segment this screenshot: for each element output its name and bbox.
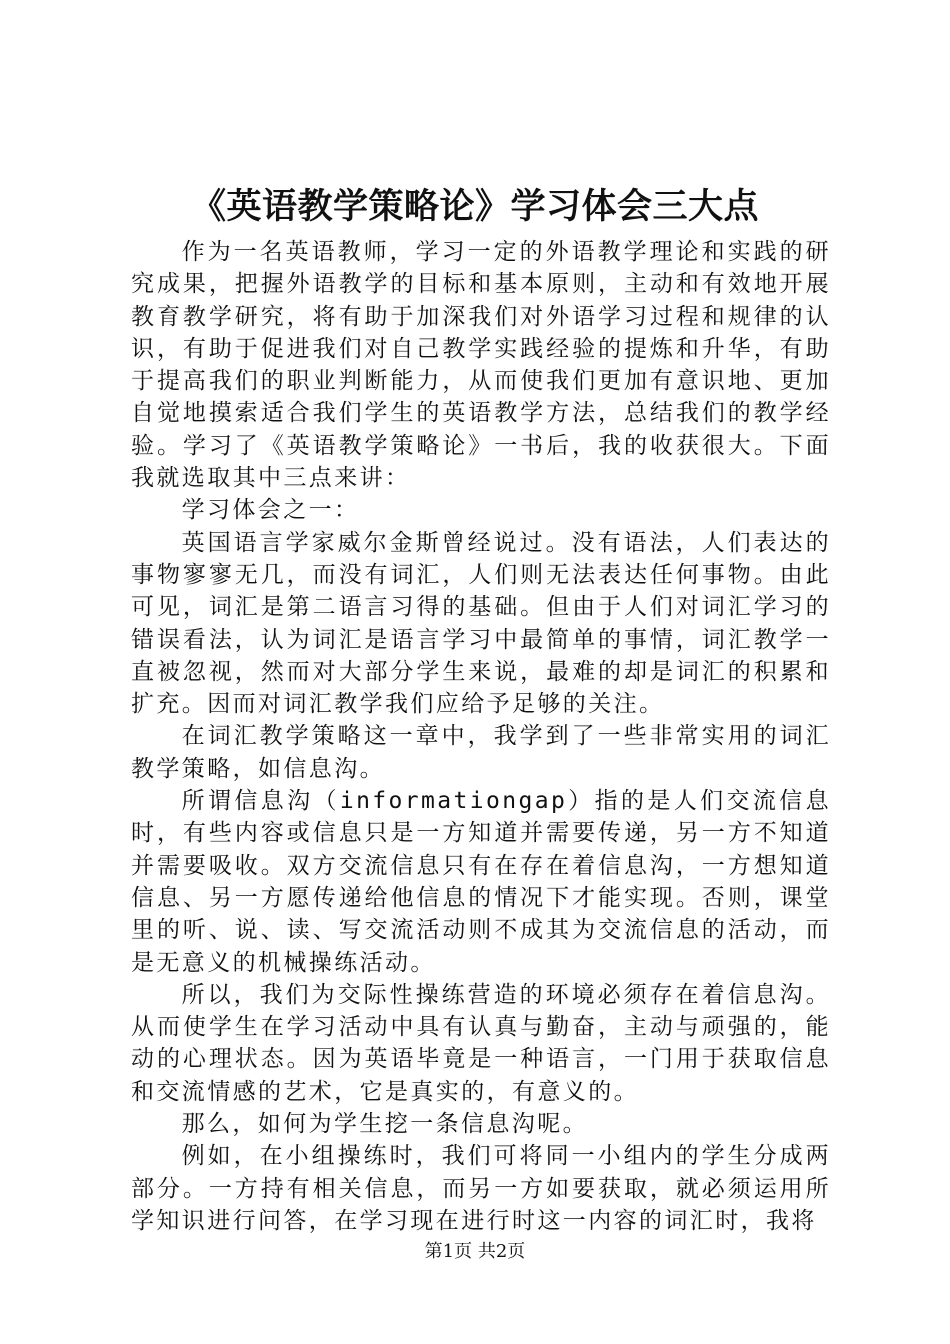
paragraph-example: 例如，在小组操练时，我们可将同一小组内的学生分成两部分。一方持有相关信息，而另一方如要获取，就必须运用所学知识进行问答，在学习现在进行时这一内容的词汇时，我将 [131, 1143, 831, 1234]
paragraph-wilkins: 英国语言学家威尔金斯曾经说过。没有语法，人们表达的事物寥寥无几，而没有词汇，人们则无法表达任何事物。由此可见，词汇是第二语言习得的基础。但由于人们对词汇学习的错误看法，认为词汇是语言学习中最简单的事情，词汇教学一直被忽视，然而对大部分学生来说，最难的却是词汇的积累和扩充。因而对词汇教学我们应给予足够的关注。 [131, 529, 831, 718]
paragraph-heading-1: 学习体会之一： [181, 497, 360, 524]
document-body [131, 236, 831, 1237]
paragraph-information-gap: 所谓信息沟（informationgap）指的是人们交流信息时，有些内容或信息只是一方知道并需要传递，另一方不知道并需要吸收。双方交流信息只有在存在着信息沟，一方想知道信息、另一方愿传递给他信息的情况下才能实现。否则，课堂里的听、说、读、写交流活动则不成其为交流信息的活动，而是无意义的机械操练活动。 [131, 788, 831, 976]
document-title: 《英语教学策略论》学习体会三大点 [190, 186, 759, 227]
paragraph-strategy: 在词汇教学策略这一章中，我学到了一些非常实用的词汇教学策略，如信息沟。 [131, 723, 831, 782]
page-footer: 第1页 共2页 [424, 1241, 526, 1262]
paragraph-environment: 所以，我们为交际性操练营造的环境必须存在着信息沟。从而使学生在学习活动中具有认真与勤奋，主动与顽强的，能动的心理状态。因为英语毕竟是一种语言，一门用于获取信息和交流情感的艺术，它是真实的，有意义的。 [131, 981, 831, 1105]
paragraph-intro: 作为一名英语教师，学习一定的外语教学理论和实践的研究成果，把握外语教学的目标和基本原则，主动和有效地开展教育教学研究，将有助于加深我们对外语学习过程和规律的认识，有助于促进我们对自己教学实践经验的提炼和升华，有助于提高我们的职业判断能力，从而使我们更加有意识地、更加自觉地摸索适合我们学生的英语教学方法，总结我们的教学经验。学习了《英语教学策略论》一书后，我的收获很大。下面我就选取其中三点来讲： [131, 239, 831, 492]
paragraph-question: 那么，如何为学生挖一条信息沟呢。 [181, 1111, 588, 1138]
